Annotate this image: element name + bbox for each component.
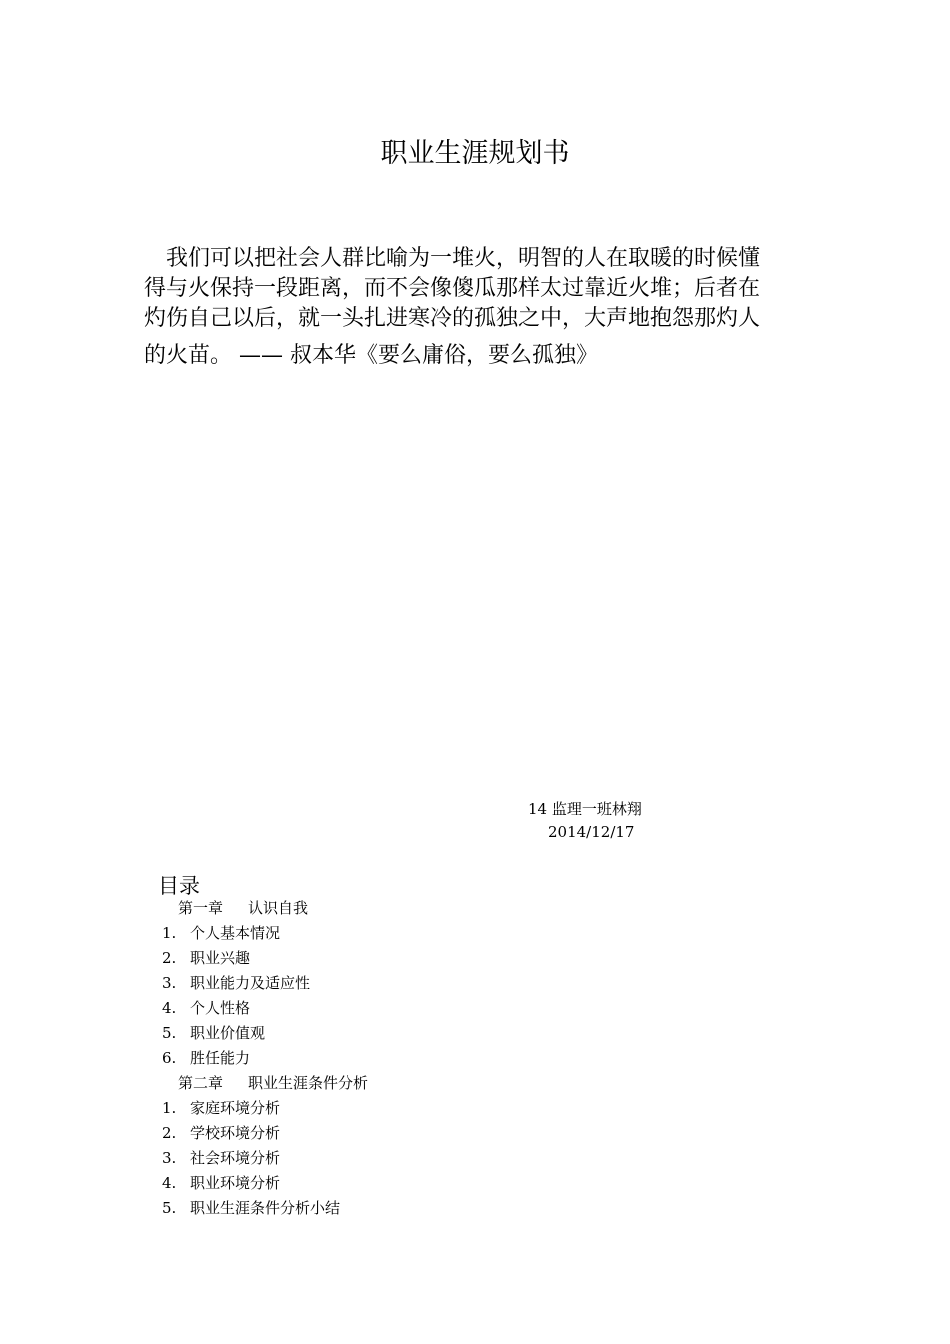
item-number: 2. — [162, 1124, 177, 1142]
toc-item[interactable] — [150, 1146, 750, 1171]
toc-chapter[interactable] — [150, 1071, 750, 1096]
quote-line: 我们可以把社会人群比喻为一堆火，明智的人在取暖的时候懂 — [144, 246, 761, 271]
quote-line: 灼伤自己以后，就一头扎进寒冷的孤独之中，大声地抱怨那灼人 — [144, 306, 761, 331]
item-text: 职业生涯条件分析小结 — [190, 1199, 341, 1217]
chapter-title: 职业生涯条件分析 — [248, 1074, 369, 1092]
item-text: 个人性格 — [190, 999, 251, 1017]
toc-item[interactable] — [150, 921, 750, 946]
epigraph-quote — [144, 244, 810, 371]
toc-item[interactable] — [150, 1046, 750, 1071]
item-number: 4. — [162, 999, 177, 1017]
item-number: 4. — [162, 1174, 177, 1192]
chapter-title: 认识自我 — [248, 899, 309, 917]
item-text: 胜任能力 — [190, 1049, 251, 1067]
item-text: 职业兴趣 — [190, 949, 251, 967]
toc-item[interactable] — [150, 996, 750, 1021]
item-number: 3. — [162, 1149, 177, 1167]
item-number: 5. — [162, 1024, 177, 1042]
chapter-label: 第一章 — [178, 899, 224, 917]
item-text: 家庭环境分析 — [190, 1099, 281, 1117]
item-number: 1. — [162, 1099, 177, 1117]
toc-item[interactable] — [150, 1121, 750, 1146]
item-text: 职业能力及适应性 — [190, 974, 311, 992]
item-text: 职业价值观 — [190, 1024, 266, 1042]
toc-item[interactable] — [150, 1171, 750, 1196]
toc-item[interactable] — [150, 1021, 750, 1046]
document-title: 职业生涯规划书 — [380, 138, 570, 169]
date-line: 2014/12/17 — [548, 823, 635, 841]
toc-item[interactable] — [150, 1096, 750, 1121]
item-text: 学校环境分析 — [190, 1124, 281, 1142]
toc-item[interactable] — [150, 946, 750, 971]
toc-item[interactable] — [150, 1196, 750, 1221]
item-number: 6. — [162, 1049, 177, 1067]
item-number: 1. — [162, 924, 177, 942]
toc-title: 目录 — [158, 874, 200, 898]
table-of-contents — [150, 896, 750, 1221]
quote-line: 的火苗。 —— 叔本华《要么庸俗，要么孤独》 — [144, 343, 598, 368]
chapter-label: 第二章 — [178, 1074, 224, 1092]
item-text: 个人基本情况 — [190, 924, 281, 942]
item-text: 职业环境分析 — [190, 1174, 281, 1192]
item-number: 3. — [162, 974, 177, 992]
toc-chapter[interactable] — [150, 896, 750, 921]
author-line: 14 监理一班林翔 — [528, 800, 642, 818]
item-text: 社会环境分析 — [190, 1149, 281, 1167]
item-number: 2. — [162, 949, 177, 967]
quote-line: 得与火保持一段距离，而不会像傻瓜那样太过靠近火堆；后者在 — [144, 276, 761, 301]
toc-item[interactable] — [150, 971, 750, 996]
item-number: 5. — [162, 1199, 177, 1217]
